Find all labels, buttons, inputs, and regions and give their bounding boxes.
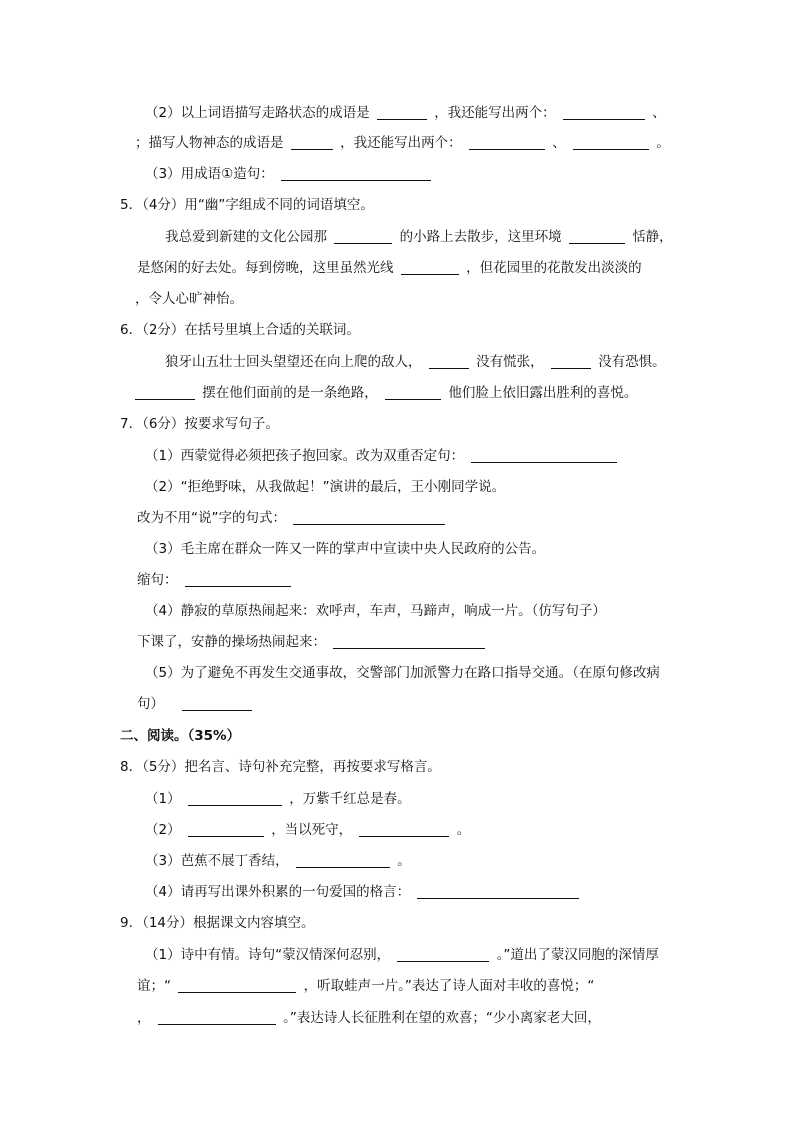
q6-text-e: 他们脸上依旧露出胜利的喜悦。: [448, 385, 638, 401]
q4-p2-text-f: 、: [552, 135, 566, 151]
q7-part-2b: [137, 508, 448, 528]
answer-blank[interactable]: [573, 135, 649, 150]
q8-part-4: [145, 882, 582, 902]
q6-text-d: 摆在他们面前的是一条绝路，: [202, 385, 378, 401]
answer-blank[interactable]: [188, 822, 264, 837]
q7-p1-text: （1）西蒙觉得必须把孩子抱回家。改为双重否定句：: [145, 448, 465, 464]
answer-blank[interactable]: [569, 229, 625, 244]
answer-blank[interactable]: [377, 105, 427, 120]
q9-text-a: （1）诗中有情。诗句“蒙汉情深何忍别，: [145, 947, 391, 963]
q7-part-4: （4）静寂的草原热闹起来：欢呼声，车声，马蹄声，响成一片。（仿写句子）: [145, 603, 606, 619]
answer-blank[interactable]: [291, 135, 333, 150]
answer-blank[interactable]: [334, 229, 392, 244]
q8-p2-text-a: （2）: [145, 822, 181, 838]
answer-blank[interactable]: [417, 884, 579, 899]
q7-part-1: [145, 446, 620, 466]
q4-p2-text-d: ；描写人物神态的成语是: [135, 135, 284, 151]
answer-blank[interactable]: [385, 385, 441, 400]
q6-line-1: [165, 352, 666, 372]
q9-line-1: [145, 945, 659, 965]
q7-part-5: （5）为了避免不再发生交通事故，交警部门加派警力在路口指导交通。（在原句修改病: [145, 665, 660, 681]
answer-blank[interactable]: [563, 105, 645, 120]
q4-p3-text: （3）用成语①造句：: [145, 166, 274, 182]
q8-part-2: [145, 820, 470, 840]
answer-blank[interactable]: [293, 510, 445, 525]
answer-blank[interactable]: [178, 978, 296, 993]
q9-text-f: 。”表达诗人长征胜利在望的欢喜；“少小离家老大回，: [283, 1010, 601, 1026]
answer-blank[interactable]: [182, 696, 252, 711]
q4-p2-text-e: ，我还能写出两个：: [340, 135, 462, 151]
q5-text-b: 的小路上去散步，这里环境: [399, 229, 562, 245]
q5-text-c: 恬静，: [632, 229, 673, 245]
q7-p4b-text: 下课了，安静的操场热闹起来：: [137, 634, 326, 650]
answer-blank[interactable]: [188, 791, 282, 806]
q9-text-e: ，: [137, 1010, 151, 1026]
q6-heading: 6．（2分）在括号里填上合适的关联词。: [120, 322, 360, 338]
q5-text-e: ，但花园里的花散发出淡淡的: [466, 260, 642, 276]
answer-blank[interactable]: [397, 947, 489, 962]
q5-text-d: 是悠闲的好去处。每到傍晚，这里虽然光线: [137, 260, 394, 276]
q5-line-2: [137, 258, 642, 278]
section-heading-reading: 二、阅读。（35%）: [120, 728, 241, 744]
q4-p2-text-b: ，我还能写出两个：: [434, 105, 556, 121]
q9-heading: 9．（14分）根据课文内容填空。: [120, 915, 315, 931]
answer-blank[interactable]: [469, 135, 545, 150]
q8-p4-text: （4）请再写出课外积累的一句爱国的格言：: [145, 884, 411, 900]
q4-line-3: [145, 164, 434, 184]
q8-p3-text-a: （3）芭蕉不展丁香结，: [145, 853, 289, 869]
q7-p3b-text: 缩句：: [137, 572, 178, 588]
q4-p2-text-g: 。: [656, 135, 670, 151]
answer-blank[interactable]: [471, 448, 617, 463]
q5-text-a: 我总爱到新建的文化公园那: [165, 229, 327, 245]
q7-part-5b: [137, 694, 255, 714]
answer-blank[interactable]: [281, 166, 431, 181]
q4-p2-text-c: 、: [652, 105, 666, 121]
q6-line-2: [135, 383, 637, 403]
answer-blank[interactable]: [429, 354, 469, 369]
answer-blank[interactable]: [185, 572, 291, 587]
q5-heading: 5．（4分）用“幽”字组成不同的词语填空。: [120, 197, 374, 213]
q6-text-c: 没有恐惧。: [598, 354, 666, 370]
q9-line-3: [137, 1008, 601, 1028]
q4-line-2: [135, 133, 670, 153]
q8-part-3: [145, 851, 411, 871]
q7-part-3: （3）毛主席在群众一阵又一阵的掌声中宣读中央人民政府的公告。: [145, 541, 546, 557]
q4-line-1: [145, 103, 666, 123]
answer-blank[interactable]: [359, 822, 449, 837]
q7-p2b-text: 改为不用“说”字的句式：: [137, 510, 286, 526]
answer-blank[interactable]: [333, 634, 485, 649]
q8-p3-text-b: 。: [397, 853, 411, 869]
answer-blank[interactable]: [135, 385, 195, 400]
q9-text-d: ，听取蛙声一片。”表达了诗人面对丰收的喜悦；“: [303, 978, 595, 994]
q7-heading: 7．（6分）按要求写句子。: [120, 416, 279, 432]
q8-p2-text-c: 。: [456, 822, 471, 838]
q8-p1-text-a: （1）: [145, 791, 181, 807]
q6-text-a: 狼牙山五壮士回头望望还在向上爬的敌人，: [165, 354, 422, 370]
q7-part-4b: [137, 632, 488, 652]
q5-line-1: [165, 227, 673, 247]
q7-part-2: （2）“拒绝野味，从我做起！”演讲的最后，王小刚同学说。: [145, 479, 506, 495]
q5-line-3: ，令人心旷神怡。: [135, 291, 243, 307]
answer-blank[interactable]: [296, 853, 390, 868]
q8-p1-text-b: ，万紫千红总是春。: [289, 791, 411, 807]
q9-text-c: 谊；“: [137, 978, 171, 994]
q8-p2-text-b: ，当以死守，: [271, 822, 353, 838]
q9-line-2: [137, 976, 594, 996]
answer-blank[interactable]: [158, 1010, 276, 1025]
q7-part-3b: [137, 570, 294, 590]
answer-blank[interactable]: [401, 260, 459, 275]
answer-blank[interactable]: [551, 354, 591, 369]
q6-text-b: 没有慌张，: [476, 354, 544, 370]
q8-part-1: [145, 789, 411, 809]
q8-heading: 8．（5分）把名言、诗句补充完整，再按要求写格言。: [120, 759, 441, 775]
q9-text-b: 。”道出了蒙汉同胞的深情厚: [496, 947, 659, 963]
q7-p5b-text: 句）: [137, 696, 164, 712]
q4-p2-text-a: （2）以上词语描写走路状态的成语是: [145, 105, 370, 121]
